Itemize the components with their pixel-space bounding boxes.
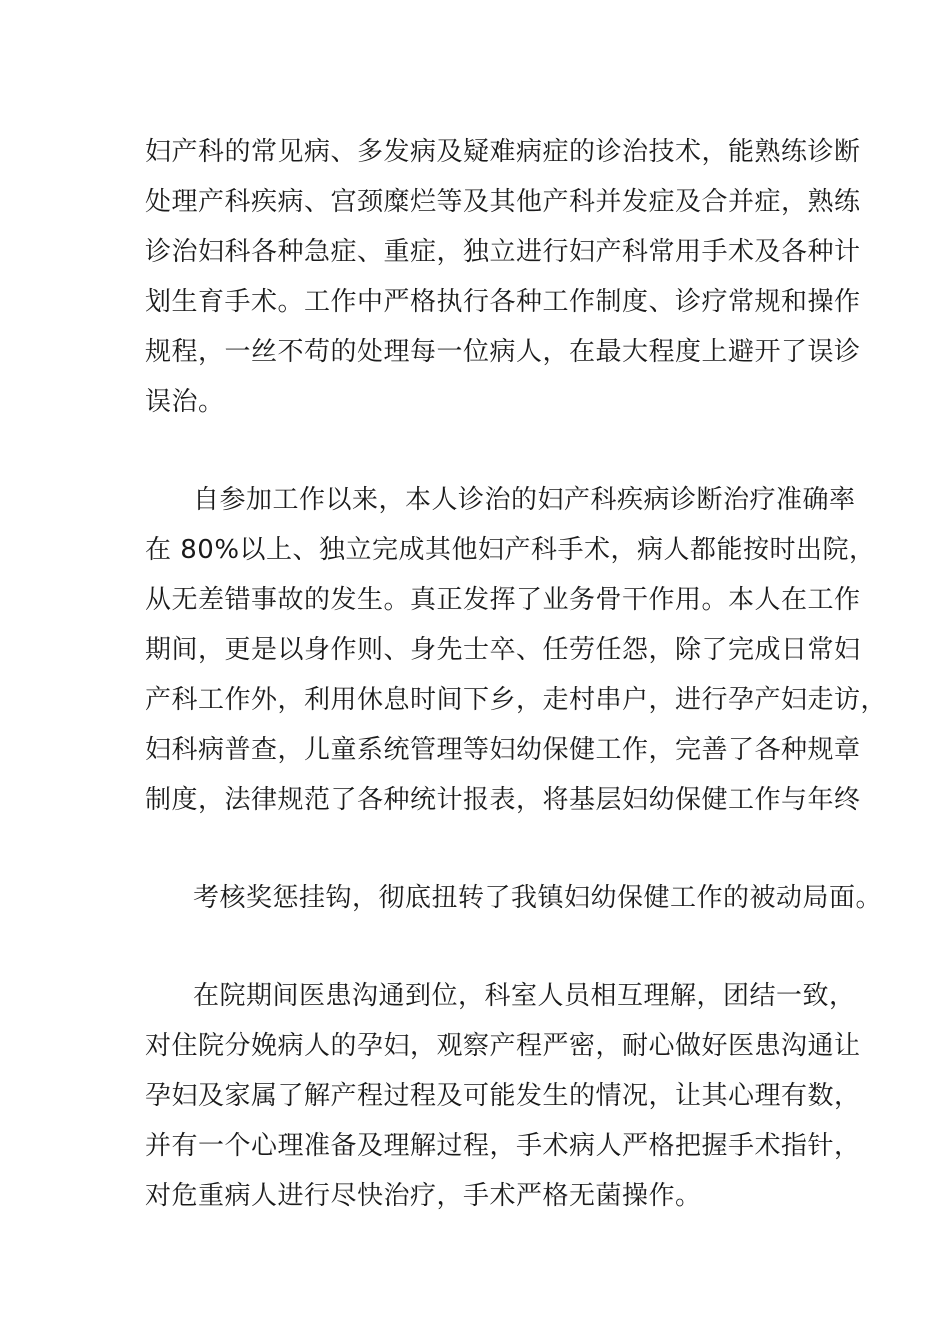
text-line: 从无差错事故的发生。真正发挥了业务骨干作用。本人在工作 [145, 585, 861, 615]
text-line: 产科工作外，利用休息时间下乡，走村串户，进行孕产妇走访， [145, 685, 888, 715]
text-line: 妇科病普查，儿童系统管理等妇幼保健工作，完善了各种规章 [145, 735, 861, 765]
text-line: 在院期间医患沟通到位，科室人员相互理解，团结一致， [193, 981, 856, 1011]
text-line: 期间，更是以身作则、身先士卒、任劳任怨，除了完成日常妇 [145, 635, 861, 665]
text-line: 诊治妇科各种急症、重症，独立进行妇产科常用手术及各种计 [145, 237, 861, 267]
text-line: 划生育手术。工作中严格执行各种工作制度、诊疗常规和操作 [145, 287, 861, 317]
text-line: 在 80%以上、独立完成其他妇产科手术，病人都能按时出院， [145, 535, 876, 565]
text-line: 处理产科疾病、宫颈糜烂等及其他产科并发症及合并症，熟练 [145, 187, 861, 217]
text-line: 自参加工作以来，本人诊治的妇产科疾病诊断治疗准确率 [193, 485, 856, 515]
text-line: 对住院分娩病人的孕妇，观察产程严密，耐心做好医患沟通让 [145, 1031, 861, 1061]
text-line: 对危重病人进行尽快治疗，手术严格无菌操作。 [145, 1181, 702, 1211]
text-line: 误治。 [145, 387, 225, 417]
text-line: 规程，一丝不苟的处理每一位病人，在最大程度上避开了误诊 [145, 337, 861, 367]
text-line: 妇产科的常见病、多发病及疑难病症的诊治技术，能熟练诊断 [145, 137, 861, 167]
text-line: 孕妇及家属了解产程过程及可能发生的情况，让其心理有数， [145, 1081, 861, 1111]
text-line: 考核奖惩挂钩，彻底扭转了我镇妇幼保健工作的被动局面。 [193, 883, 883, 913]
text-line: 制度，法律规范了各种统计报表，将基层妇幼保健工作与年终 [145, 785, 861, 815]
text-line: 并有一个心理准备及理解过程，手术病人严格把握手术指针， [145, 1131, 861, 1161]
